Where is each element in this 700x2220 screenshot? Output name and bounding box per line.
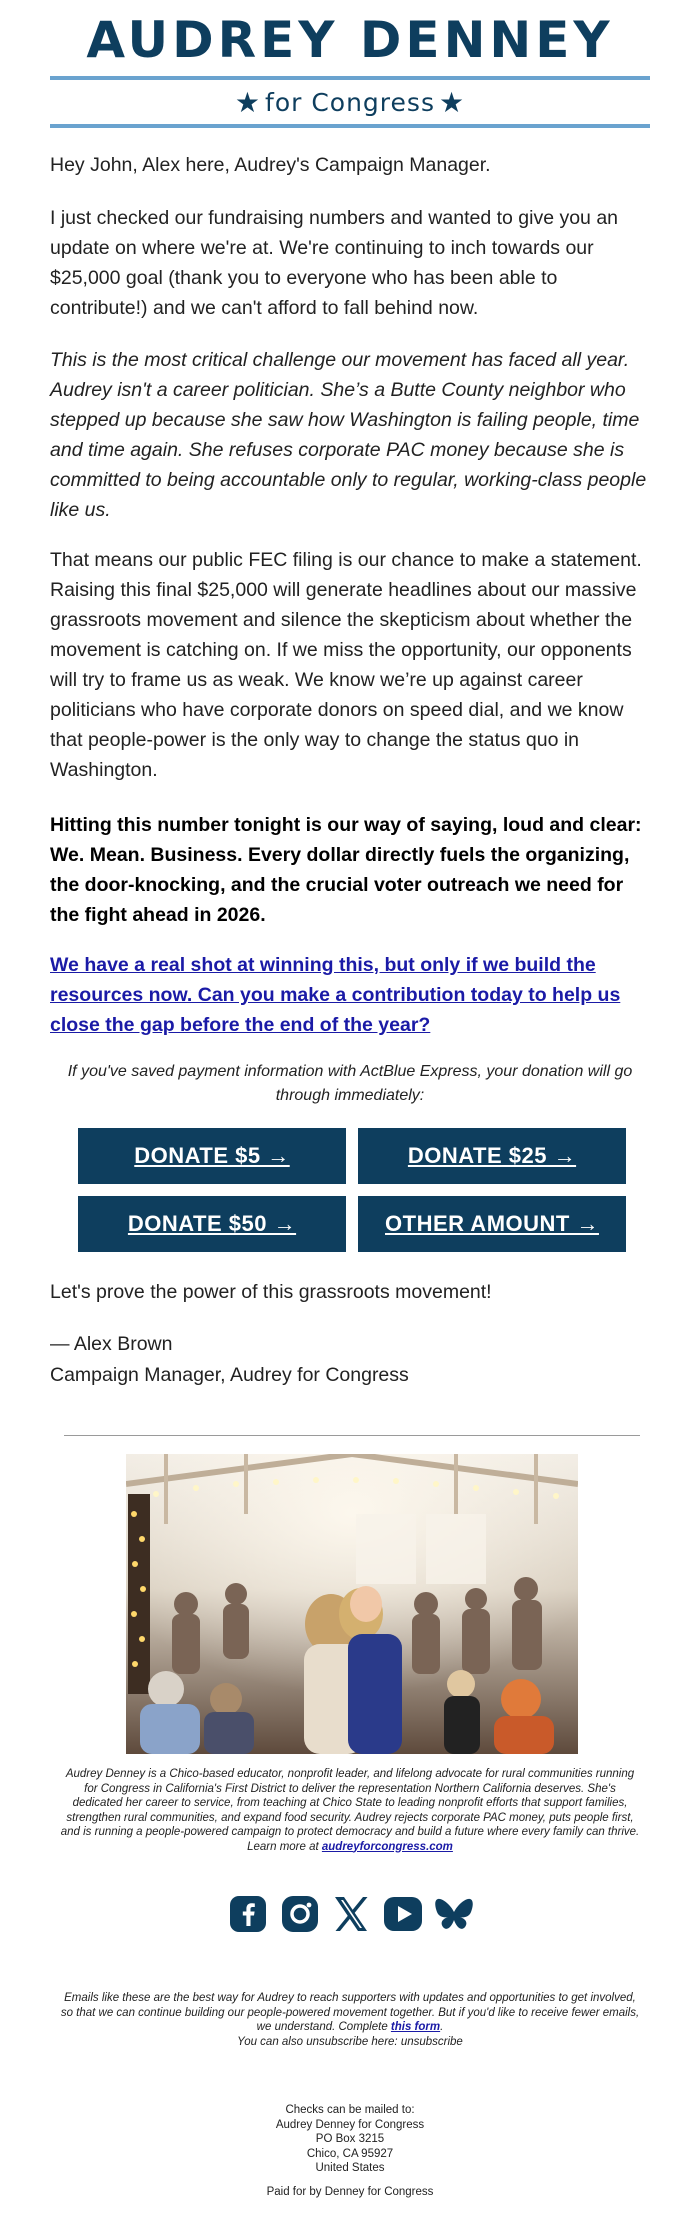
unsubscribe-line[interactable]: You can also unsubscribe here: unsubscribe [237,2035,463,2048]
paragraph-mean-business: Hitting this number tonight is our way of saying, loud and clear: We. Mean. Business. Every dollar directly fuels the organizing, the door-knocking, and the crucial voter outreach we need for the fight ahead in 2026. [50,814,642,926]
star-icon: ★ [234,85,262,119]
preferences-form-link[interactable]: this form [390,2021,441,2033]
paid-for-disclaimer: Paid for by Denney for Congress [266,2186,434,2198]
x-icon[interactable] [329,1892,373,1936]
tagline-row [50,80,650,124]
greeting: Hey John, Alex here, Audrey's Campaign Manager. [50,154,491,176]
youtube-icon[interactable] [381,1892,425,1936]
cta-paragraph [50,950,650,1040]
email-header [50,12,650,128]
tagline: for Congress [265,87,435,117]
campaign-event-photo [126,1454,578,1754]
section-divider [64,1435,640,1436]
mailing-address [200,2103,500,2176]
address-line: Audrey Denney for Congress [275,2118,425,2131]
candidate-name-logo: AUDREY DENNEY [86,11,614,69]
star-icon: ★ [438,85,466,119]
other-amount-button[interactable]: OTHER AMOUNT → [358,1196,626,1252]
instagram-icon[interactable] [278,1892,322,1936]
actblue-express-note: If you've saved payment information with ActBlue Express, your donation will go through immediately: [67,1063,633,1104]
bluesky-icon[interactable] [432,1892,476,1936]
signature-name: — Alex Brown [50,1333,173,1355]
contribute-link[interactable]: We have a real shot at winning this, but only if we build the resources now. Can you make a contribution today to help us close the gap before the end of the year? [50,954,621,1036]
preferences-text-end: . [440,2021,444,2033]
address-heading: Checks can be mailed to: [285,2104,415,2116]
header-rule-bottom [50,124,650,128]
social-icons-row [226,1892,476,1936]
donate-25-button[interactable]: DONATE $25 → [358,1128,626,1184]
preferences-text: Emails like these are the best way for Audrey to reach supporters with updates and opportunities to get involved, so that we can continue building our people-powered movement together. But if you'd like to receive fewer emails, we understand. Complete [60,1992,640,2033]
address-line: Chico, CA 95927 [306,2147,394,2160]
donate-5-button[interactable]: DONATE $5 → [78,1128,346,1184]
candidate-bio [60,1767,640,1854]
donate-50-button[interactable]: DONATE $50 → [78,1196,346,1252]
email-preferences-note [60,1991,640,2049]
address-line: PO Box 3215 [315,2133,385,2145]
facebook-icon[interactable] [226,1892,270,1936]
address-line: United States [315,2162,385,2174]
paragraph-challenge: This is the most critical challenge our movement has faced all year. Audrey isn't a career politician. She’s a Butte County neighbor who stepped up because she saw how Washington is failing people, time and time again. She refuses corporate PAC money because she is committed to being accountable only to regular, working-class people like us. [50,349,647,521]
bio-text: Audrey Denney is a Chico-based educator, nonprofit leader, and lifelong advocate for rural communities running for Congress in California's First District to deliver the representation Northern California deserves. She's dedicated her career to service, from teaching at Chico State to leading nonprofit efforts that support families, strengthen rural communities, and expand food security. Audrey rejects corporate PAC money, puts people first, and is running a people-powered campaign to protect democracy and build a future where every family can thrive. Learn more at [60,1768,640,1853]
paragraph-update: I just checked our fundraising numbers and wanted to give you an update on where we're at. We're continuing to inch towards our $25,000 goal (thank you to everyone who has been able to contribute!) and we can't afford to fall behind now. [50,207,619,319]
paragraph-fec-filing: That means our public FEC filing is our chance to make a statement. Raising this final $25,000 will generate headlines about our massive grassroots movement and silence the skepticism about whether the movement is catching on. If we miss the opportunity, our opponents will try to frame us as weak. We know we’re up against career politicians who have corporate donors on speed dial, and we know that people-power is the only way to change the status quo in Washington. [50,549,642,781]
signature-title: Campaign Manager, Audrey for Congress [50,1364,409,1386]
closing-line: Let's prove the power of this grassroots movement! [50,1281,492,1303]
website-link[interactable]: audreyforcongress.com [321,1840,453,1853]
